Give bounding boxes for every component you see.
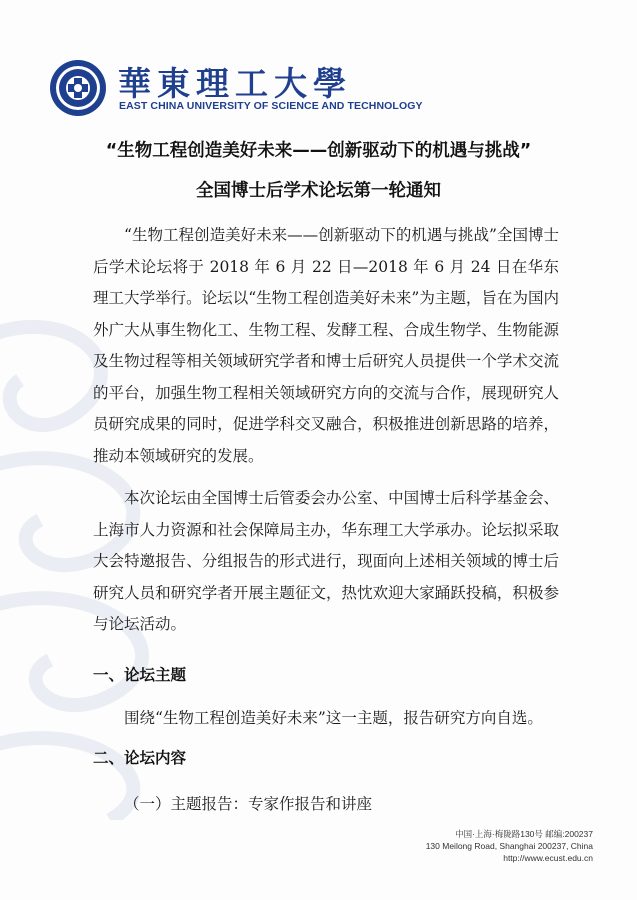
intro-paragraph: “生物工程创造美好未来——创新驱动下的机遇与挑战”全国博士后学术论坛将于 2018 年 6 月 22 日—2018 年 6 月 24 日在华东理工大学举行。论坛以“生物工程创造美好未来”为主题，旨在为国内外广大从事生物化工、生物工程、发酵工程、合成生物学、生物能源及生物过程等相关领域研究学者和博士后研究人员提供一个学术交流的平台，加强生物工程相关领域研究方向的交流与合作，展现研究人员研究成果的同时，促进学科交叉融合，积极推进创新思路的培养，推动本领域研究的发展。 xyxy=(93,226,559,465)
section-content-item: （一）主题报告：专家作报告和讲座 xyxy=(124,795,373,813)
document-title-line2: 全国博士后学术论坛第一轮通知 xyxy=(196,181,441,201)
section-heading-content: 二、论坛内容 xyxy=(93,749,187,767)
university-logo xyxy=(48,58,423,118)
university-seal-icon xyxy=(48,58,108,118)
section-heading-theme: 一、论坛主题 xyxy=(93,666,187,684)
section-theme-text: 围绕“生物工程创造美好未来”这一主题，报告研究方向自选。 xyxy=(124,709,543,727)
footer-website: http://www.ecust.edu.cn xyxy=(503,853,593,863)
logo-chinese-name: 華東理工大學 xyxy=(118,64,352,103)
organizer-paragraph: 本次论坛由全国博士后管委会办公室、中国博士后科学基金会、上海市人力资源和社会保障局主办，华东理工大学承办。论坛拟采取大会特邀报告、分组报告的形式进行，现面向上述相关领域的博士后研究人员和研究学者开展主题征文，热忱欢迎大家踊跃投稿，积极参与论坛活动。 xyxy=(93,489,559,633)
logo-english-name: EAST CHINA UNIVERSITY OF SCIENCE AND TECHNOLOGY xyxy=(119,100,423,112)
footer-address-cn: 中国·上海·梅陇路130号 邮编:200237 xyxy=(455,829,593,839)
footer-address xyxy=(426,828,593,864)
footer-address-en: 130 Meilong Road, Shanghai 200237, China xyxy=(425,841,593,851)
document-title-line1: “生物工程创造美好未来——创新驱动下的机遇与挑战” xyxy=(105,141,532,161)
